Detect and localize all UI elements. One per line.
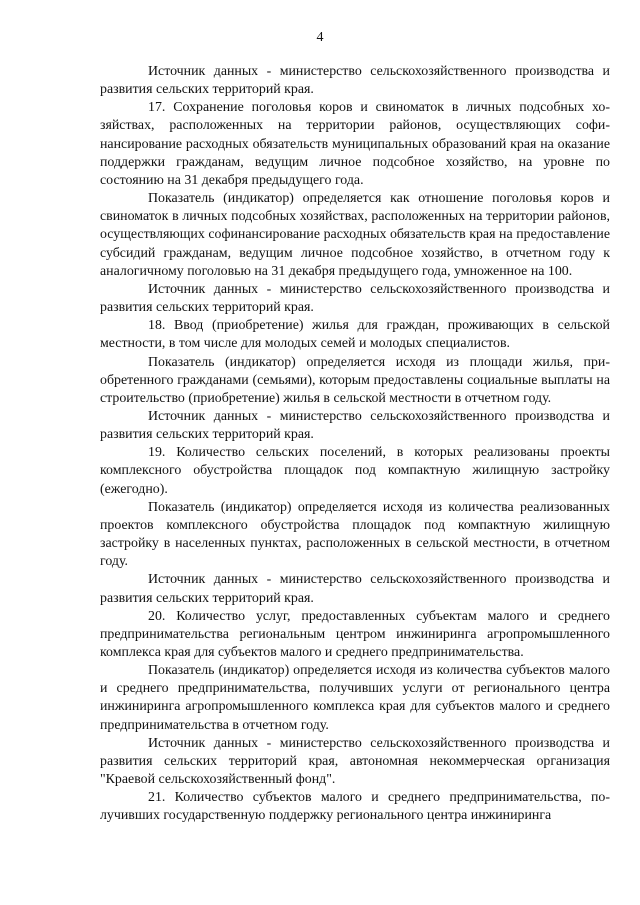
paragraph-method-17: Показатель (индикатор) определяется как отношение поголовья коров и свиноматок в личных подсобных хозяйствах, расположенных на территории районов, осуществляющих софинансирование расходных обязательств края на предоставление субсидий гражданам, ведущим личное подсобное хозяйство, в отчетном году к аналогичному поголовью на 31 декабря предыдущего года, умноженное на 100. (100, 191, 610, 279)
paragraph-indicator-17: 17. Сохранение поголовья коров и свиноматок в личных подсобных хозяйствах, расположенных на территории районов, осуществляющих софинансирование расходных обязательств муниципальных образований края на оказание поддержки гражданам, ведущим личное подсобное хозяйство, на уровне по состоянию на 31 декабря предыдущего года. (100, 100, 610, 188)
paragraph-method-19: Показатель (индикатор) определяется исходя из количества реализованных проектов комплексного обустройства площадок под компактную жилищную застройку в населенных пунктах, расположенных в сельской местности, в отчетном году. (100, 499, 610, 570)
paragraph-indicator-19: 19. Количество сельских поселений, в которых реализованы проекты комплексного обустройства площадок под компактную жилищную застройку (ежегодно). (100, 445, 610, 497)
paragraph-source-19: Источник данных - министерство сельскохозяйственного производства и развития сельских территорий края. (100, 572, 610, 606)
paragraph-source-18: Источник данных - министерство сельскохозяйственного производства и развития сельских территорий края. (100, 408, 610, 443)
paragraph-source-17: Источник данных - министерство сельскохозяйственного производства и развития сельских территорий края. (100, 281, 610, 316)
page-number: 4 (316, 30, 324, 45)
paragraph-method-18: Показатель (индикатор) определяется исходя из площади жилья, приобретенного гражданами (семьями), которым предоставлены социальные выплаты на строительство (приобретение) жилья в сельской местности в отчетном году. (100, 354, 610, 406)
paragraph-indicator-18: 18. Ввод (приобретение) жилья для граждан, проживающих в сельской местности, в том числе для молодых семей и молодых специалистов. (100, 318, 610, 352)
paragraph-indicator-20: 20. Количество услуг, предоставленных субъектам малого и среднего предпринимательства региональным центром инжиниринга агропромышленного комплекса края для субъектов малого и среднего предпринимательства. (100, 608, 610, 660)
paragraph-method-20: Показатель (индикатор) определяется исходя из количества субъектов малого и среднего предпринимательства, получивших услуги от регионального центра инжиниринга агропромышленного комплекса края для субъектов малого и среднего предпринимательства в отчетном году. (100, 663, 610, 733)
paragraph-indicator-21: 21. Количество субъектов малого и среднего предпринимательства, получивших государственную поддержку регионального центра инжиниринга (100, 790, 610, 824)
paragraph-source-1: Источник данных - министерство сельскохозяйственного производства и развития сельских территорий края. (100, 64, 610, 98)
paragraph-source-20: Источник данных - министерство сельскохозяйственного производства и развития сельских территорий края, автономная некоммерческая организация "Краевой сельскохозяйственный фонд". (100, 735, 610, 788)
document-body (100, 63, 610, 826)
